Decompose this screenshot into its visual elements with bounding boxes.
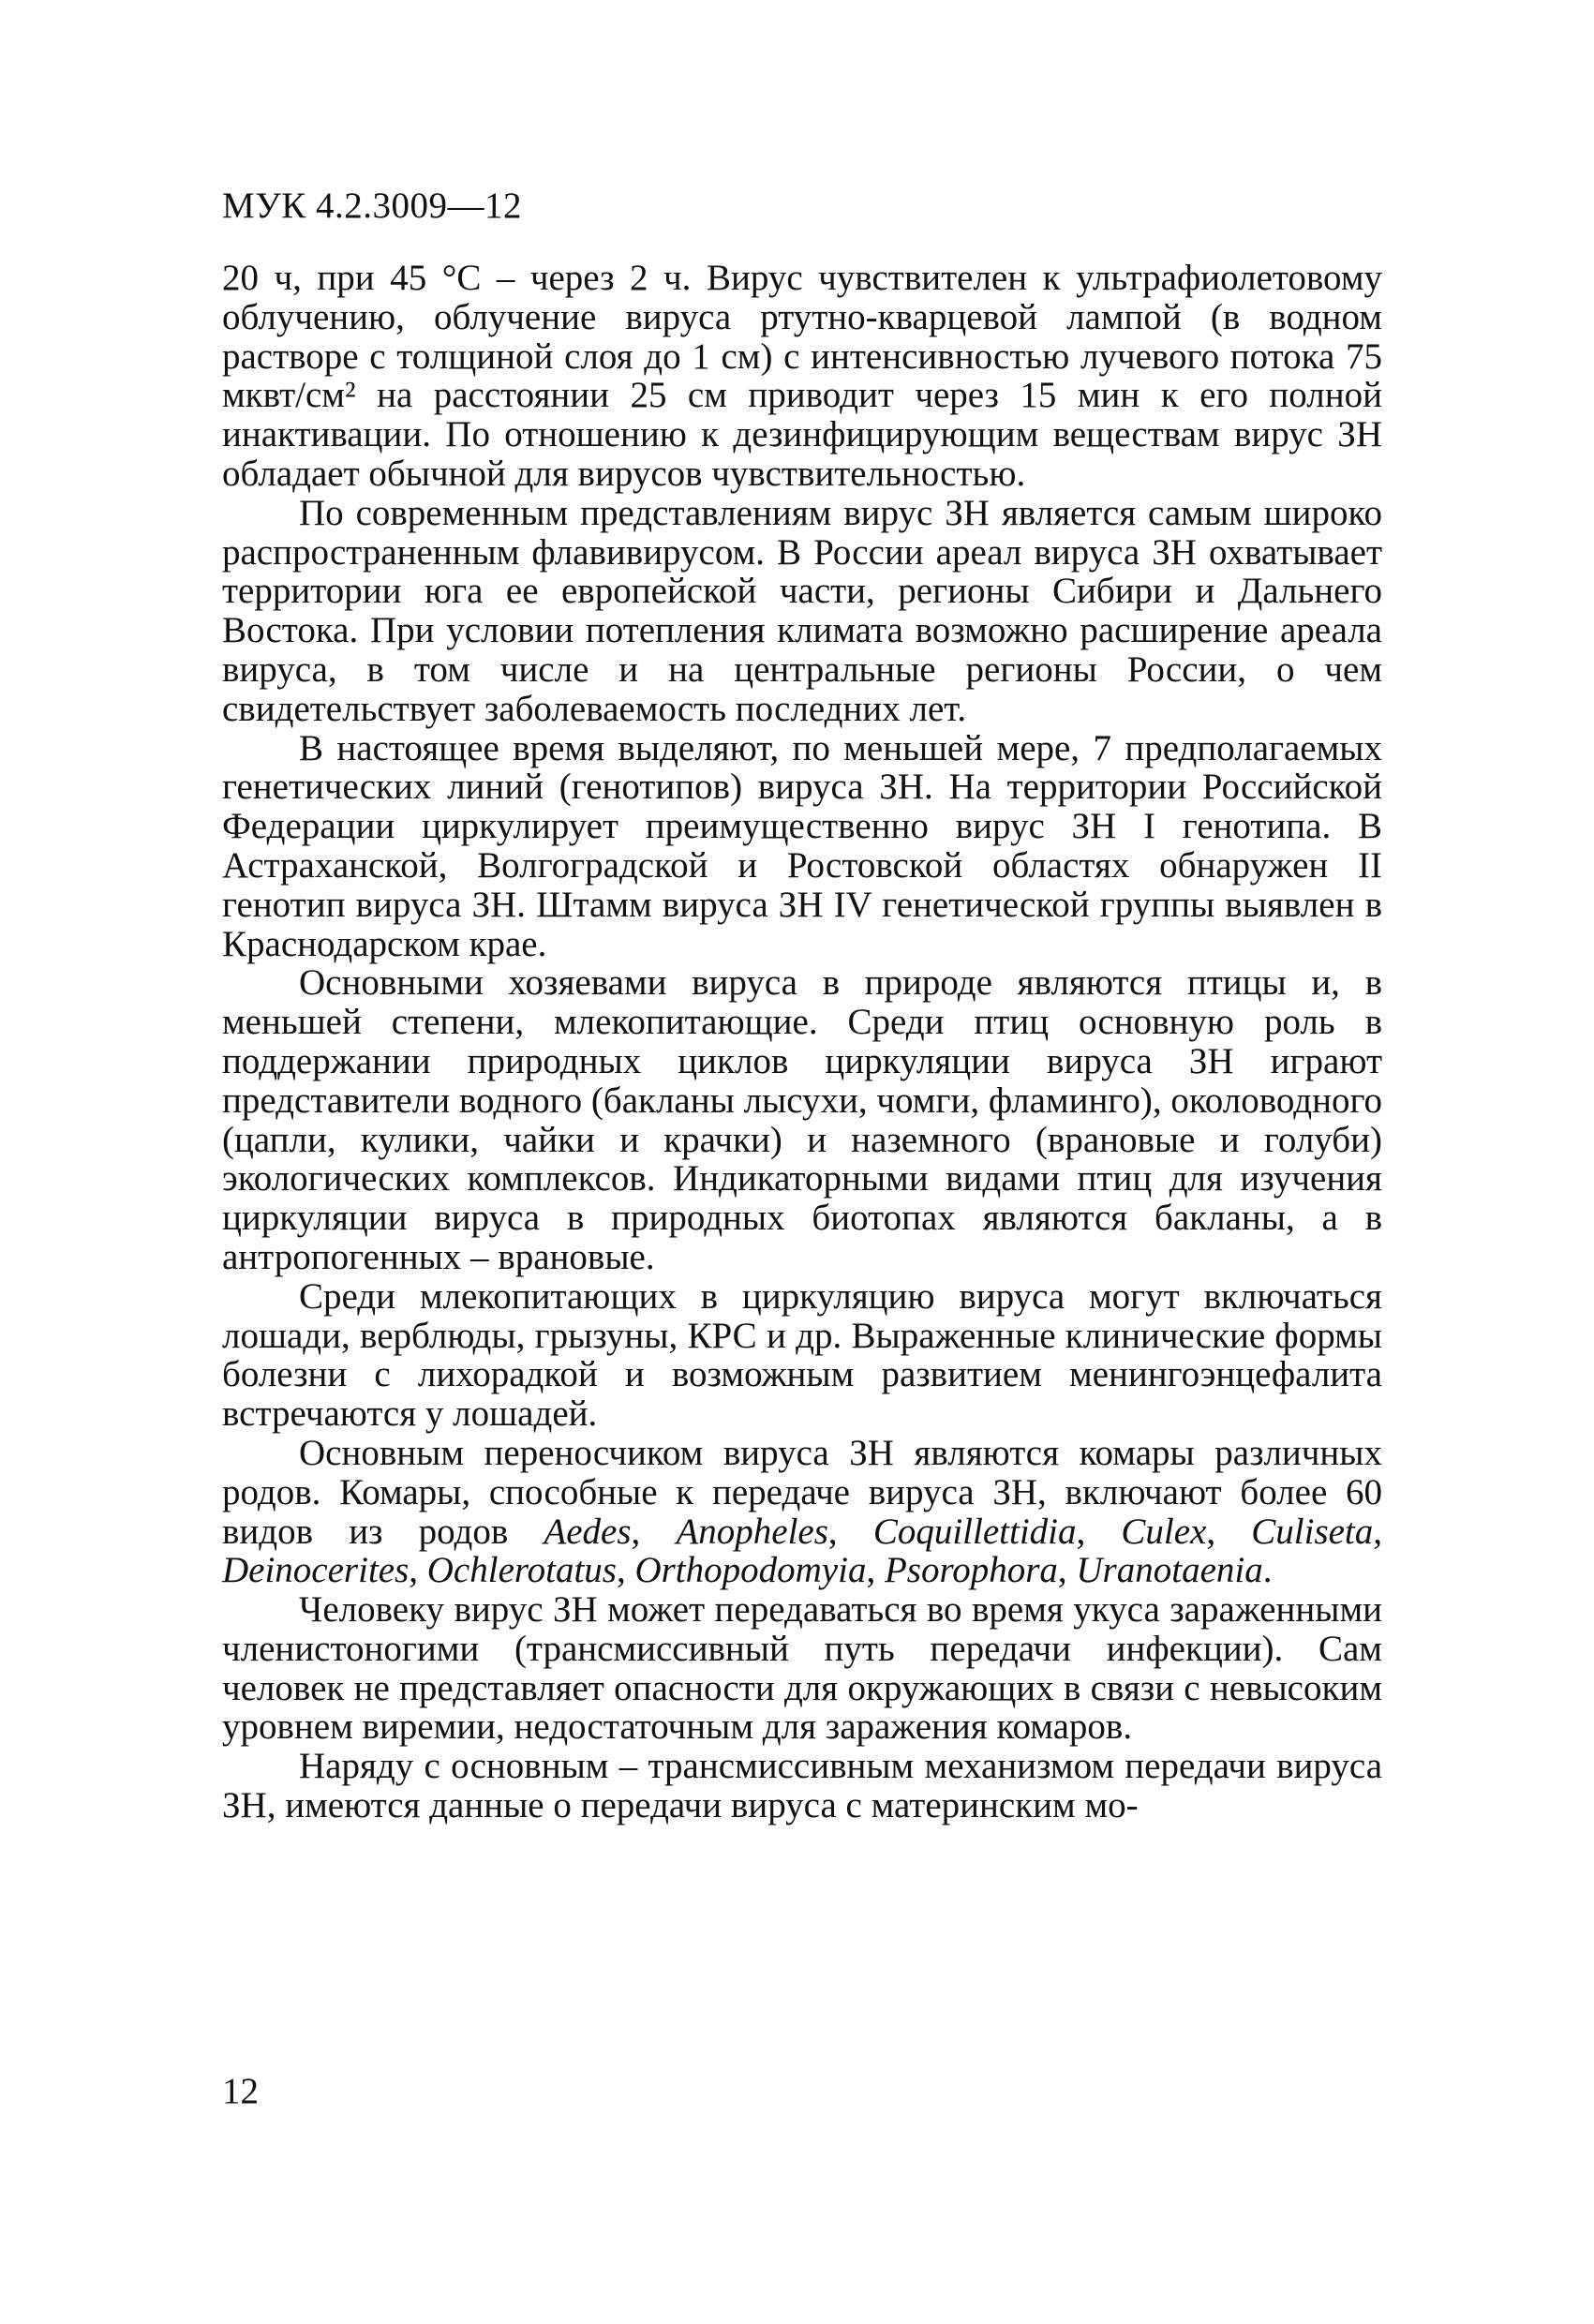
paragraph-4: Основными хозяевами вируса в природе являются птицы и, в меньшей степени, млекопитающие. Среди птиц основную роль в поддержании природных циклов циркуляции вируса ЗН играют представители водного (бакланы лысухи, чомги, фламинго), околоводного (цапли, кулики, чайки и крачки) и наземного (врановые и голуби) экологических комплексов. Индикаторными видами птиц для изучения циркуляции вируса в природных биотопах являются бакланы, а в антропогенных – врановые. [222, 962, 1383, 1277]
page-number: 12 [222, 2071, 259, 2111]
genus-name: Uranotaenia [1076, 1550, 1263, 1591]
genus-name: Psorophora [884, 1550, 1058, 1591]
genus-name: Coquillettidia [872, 1511, 1077, 1552]
paragraph-6-intro: Основным переносчиком вируса ЗН являются комары различных родов. Комары, способные к передаче вируса ЗН, включают более 60 видов из родов [222, 1432, 1382, 1552]
genus-name: Anopheles [676, 1511, 828, 1552]
running-header: МУК 4.2.3009—12 [222, 186, 523, 226]
genus-name: Aedes [544, 1511, 632, 1552]
paragraph-6: Основным переносчиком вируса ЗН являются комары различных родов. Комары, способные к передаче вируса ЗН, включают более 60 видов из родов Aedes, Anopheles, Coquillettidia, Culex, Culiseta, Deinocerites, Ochlerotatus, Orthopodomyia, Psorophora, Uranotaenia. [222, 1432, 1383, 1591]
body-text [222, 259, 1382, 1825]
genus-name: Orthopodomyia [634, 1550, 867, 1591]
paragraph-8: Наряду с основным – трансмиссивным механизмом передачи вируса ЗН, имеются данные о передачи вируса с материнским мо- [222, 1746, 1382, 1826]
genus-name: Deinocerites [222, 1550, 410, 1591]
paragraph-7: Человеку вирус ЗН может передаваться во время укуса зараженными членистоногими (трансмиссивный путь передачи инфекции). Сам человек не представляет опасности для окружающих в связи с невысоким уровнем виремии, недостаточным для заражения комаров. [222, 1589, 1382, 1748]
paragraph-3: В настоящее время выделяют, по меньшей мере, 7 предполагаемых генетических линий (генотипов) вируса ЗН. На территории Российской Федерации циркулирует преимущественно вирус ЗН I генотипа. В Астраханской, Волгоградской и Ростовской областях обнаружен II генотип вируса ЗН. Штамм вируса ЗН IV генетической группы выявлен в Краснодарском крае. [222, 727, 1382, 964]
genus-name: Culiseta [1251, 1511, 1374, 1552]
paragraph-2: По современным представлениям вирус ЗН является самым широко распространенным флавивирусом. В России ареал вируса ЗН охватывает территории юга ее европейской части, регионы Сибири и Дальнего Востока. При условии потепления климата возможно расширение ареала вируса, в том числе и на центральные регионы России, о чем свидетельствует заболеваемость последних лет. [222, 492, 1382, 729]
paragraph-1: 20 ч, при 45 °С – через 2 ч. Вирус чувствителен к ультрафиолетовому облучению, облучение вируса ртутно-кварцевой лампой (в водном растворе с толщиной слоя до 1 см) с интенсивностью лучевого потока 75 мквт/см² на расстоянии 25 см приводит через 15 мин к его полной инактивации. По отношению к дезинфицирующим веществам вирус ЗН обладает обычной для вирусов чувствительностью. [222, 258, 1382, 494]
genus-name: Ochlerotatus [426, 1550, 617, 1591]
paragraph-5: Среди млекопитающих в циркуляцию вируса могут включаться лошади, верблюды, грызуны, КРС и др. Выраженные клинические формы болезни с лихорадкой и возможным развитием менингоэнцефалита встречаются у лошадей. [222, 1275, 1382, 1435]
genus-name: Culex [1121, 1511, 1207, 1552]
